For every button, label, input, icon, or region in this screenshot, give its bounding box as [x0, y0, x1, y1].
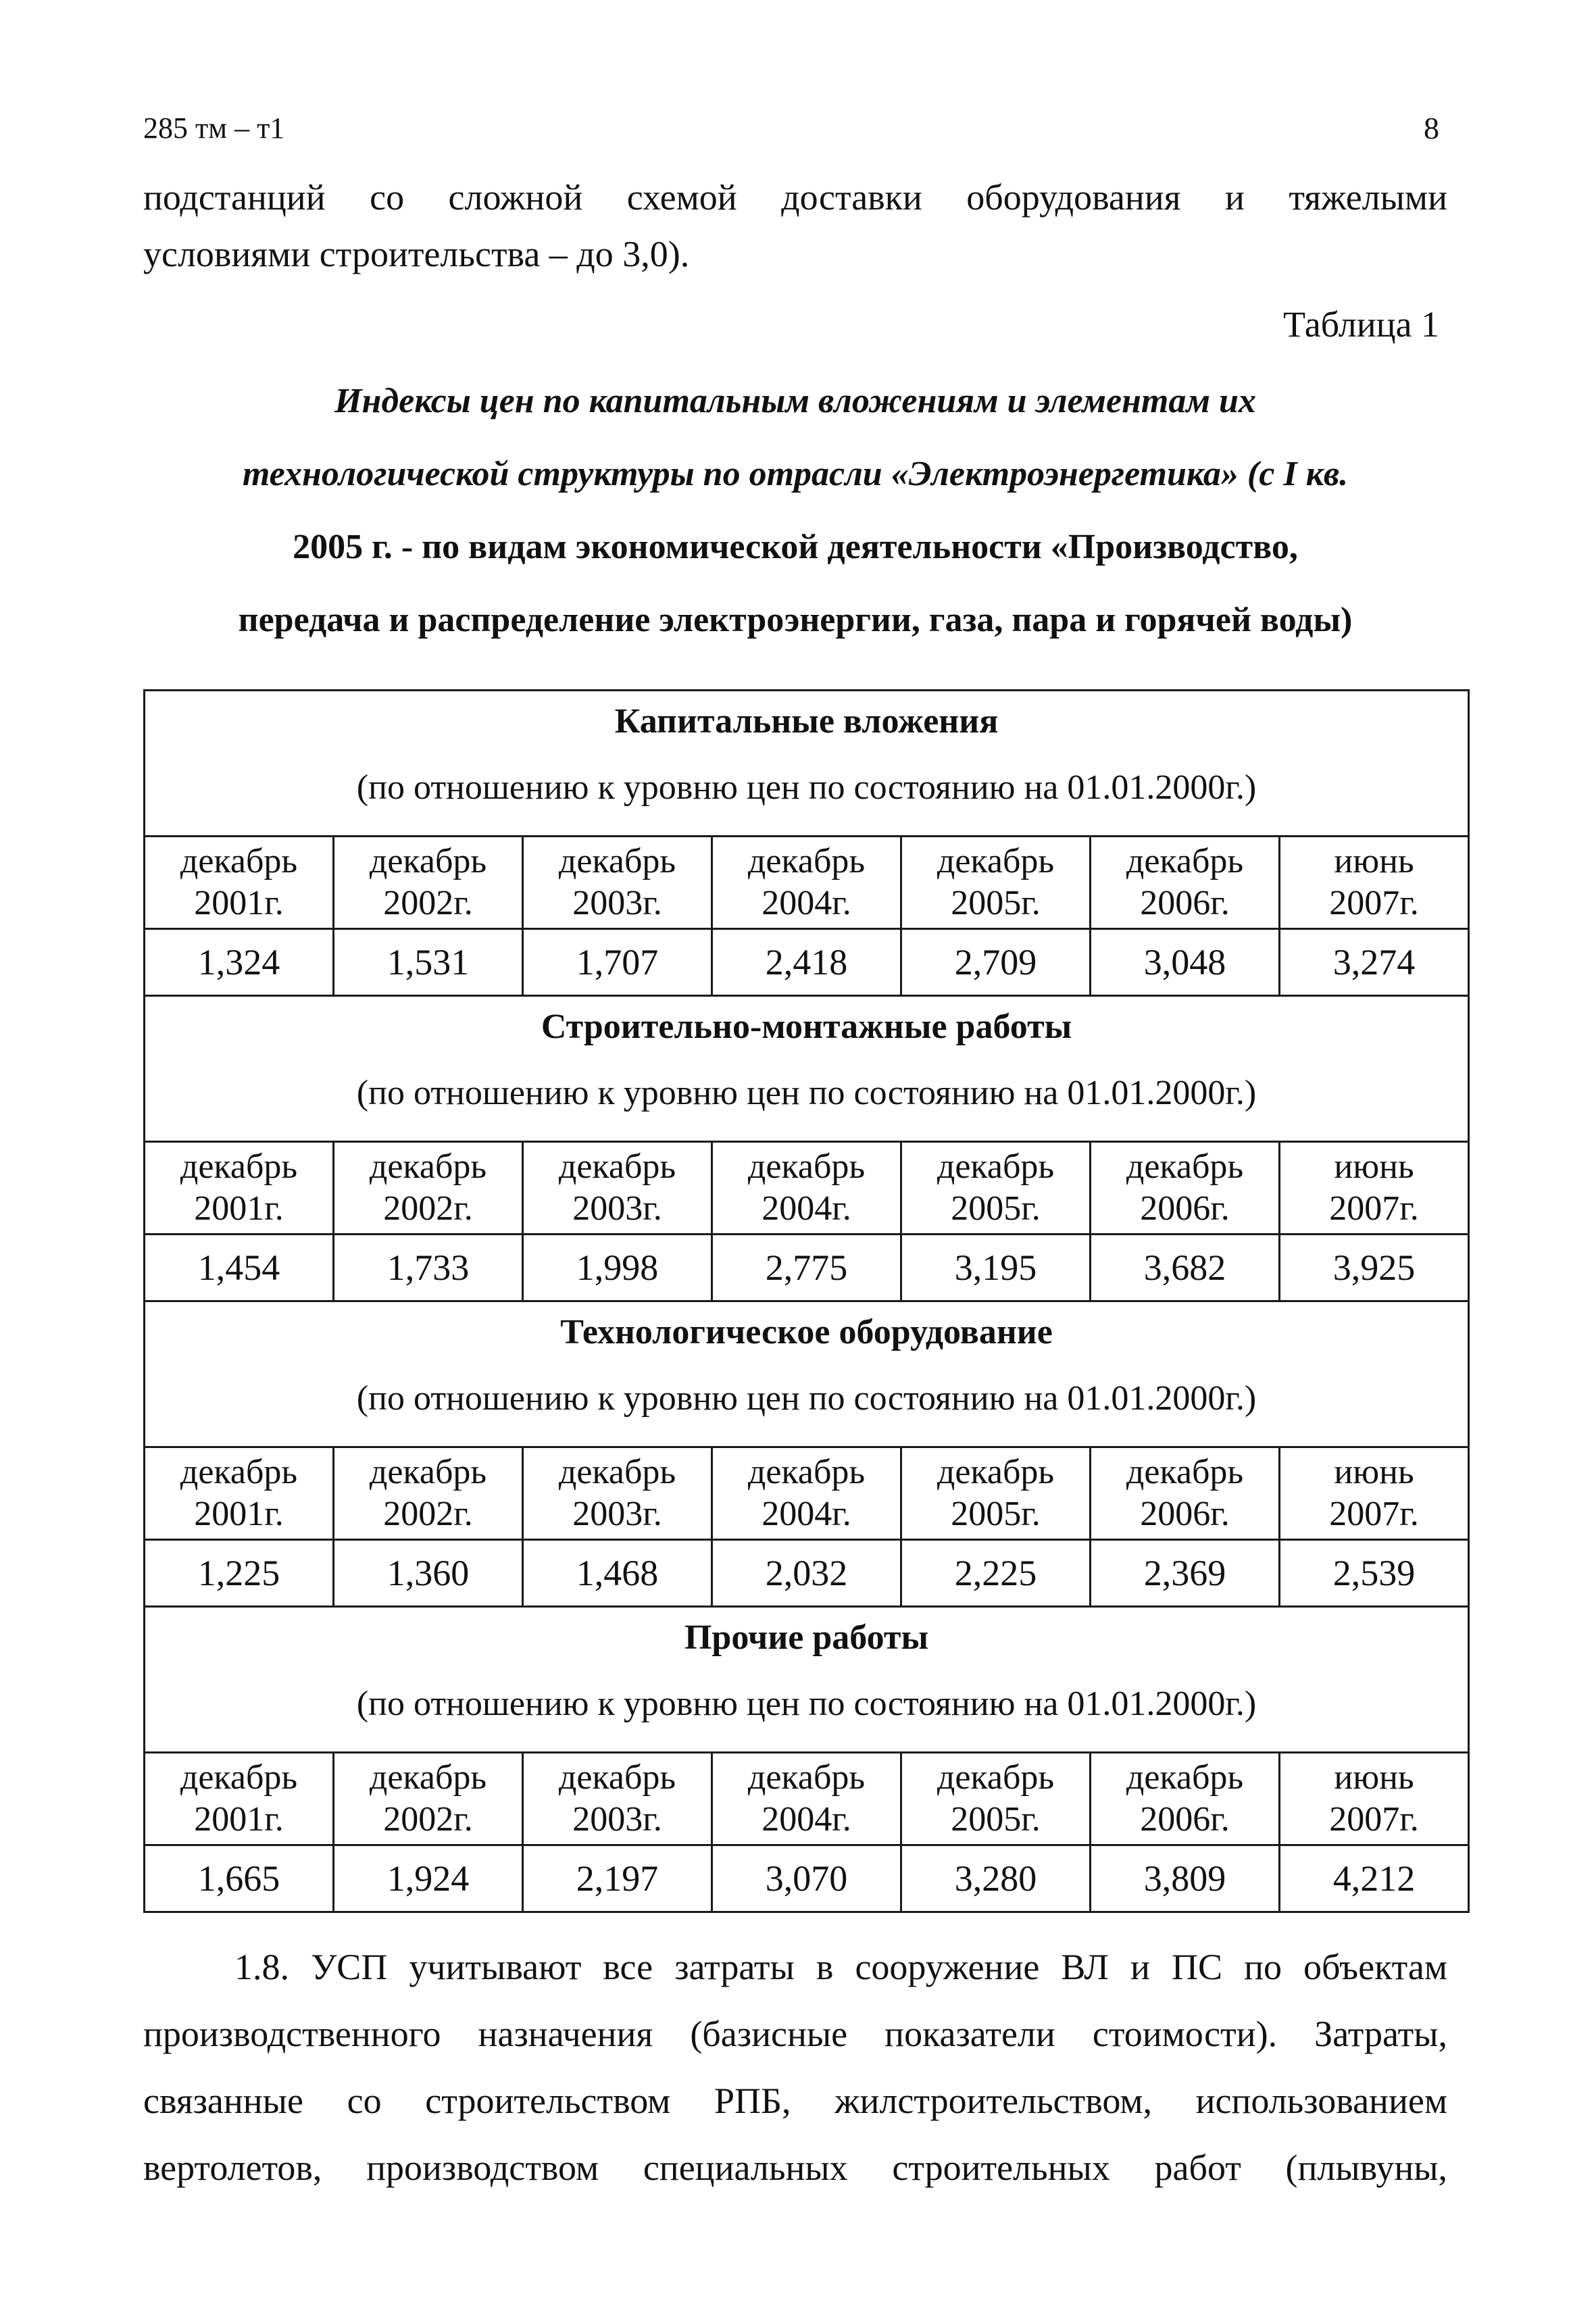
body-line-1: 1.8. УСП учитывают все затраты в сооружение ВЛ и ПС по объектам [234, 1947, 1447, 1987]
period-year: 2005г. [951, 1800, 1041, 1839]
table-caption [143, 365, 1447, 657]
index-value-cell: 2,418 [712, 929, 901, 996]
index-value-cell: 1,360 [334, 1540, 523, 1607]
price-index-table [143, 689, 1470, 1913]
period-year: 2001г. [194, 1189, 284, 1228]
index-value-cell: 1,998 [523, 1235, 712, 1301]
body-paragraph [143, 1934, 1447, 2201]
index-value-cell: 3,274 [1280, 929, 1469, 996]
period-year: 2001г. [194, 1800, 284, 1839]
period-month: июнь [1334, 1453, 1414, 1491]
period-month: декабрь [937, 1453, 1055, 1491]
intro-paragraph [143, 169, 1447, 282]
section-header-row [145, 996, 1469, 1142]
section-title: Технологическое оборудование [560, 1313, 1053, 1351]
caption-line-2: технологической структуры по отрасли «Электроэнергетика» (с I кв. [242, 455, 1349, 493]
section-header-cell [145, 691, 1469, 837]
document-code: 285 тм – т1 [143, 111, 285, 145]
index-value-cell: 2,775 [712, 1235, 901, 1301]
period-month: декабрь [180, 1758, 298, 1797]
intro-line-2: условиями строительства – до 3,0). [143, 234, 690, 274]
period-header-row [145, 837, 1469, 929]
caption-line-4: передача и распределение электроэнергии, газа, пара и горячей воды) [238, 601, 1353, 639]
period-header-row [145, 1753, 1469, 1845]
index-value-cell: 3,070 [712, 1845, 901, 1912]
period-year: 2006г. [1140, 1189, 1230, 1228]
period-month: декабрь [558, 1453, 676, 1491]
period-year: 2001г. [194, 884, 284, 922]
period-header-cell [523, 1753, 712, 1845]
period-month: декабрь [747, 1453, 866, 1491]
period-year: 2004г. [762, 884, 851, 922]
period-header-cell [712, 837, 901, 929]
period-header-cell [1280, 1447, 1469, 1540]
index-value-cell: 3,048 [1091, 929, 1280, 996]
index-value-row [145, 1540, 1469, 1607]
period-year: 2007г. [1329, 1495, 1419, 1533]
body-line-4: вертолетов, производством специальных строительных работ (плывуны, [143, 2147, 1447, 2188]
index-value-cell: 2,539 [1280, 1540, 1469, 1607]
section-header-cell [145, 1301, 1469, 1447]
index-value-cell: 3,809 [1091, 1845, 1280, 1912]
index-value-cell: 1,924 [334, 1845, 523, 1912]
period-month: декабрь [369, 1453, 487, 1491]
period-month: декабрь [180, 1147, 298, 1186]
body-line-2: производственного назначения (базисные показатели стоимости). Затраты, [143, 2014, 1447, 2054]
period-month: декабрь [937, 1147, 1055, 1186]
period-year: 2006г. [1140, 1495, 1230, 1533]
section-subtitle: (по отношению к уровню цен по состоянию на 01.01.2000г.) [356, 1685, 1257, 1723]
period-year: 2003г. [572, 1495, 662, 1533]
period-year: 2004г. [762, 1495, 851, 1533]
period-year: 2007г. [1329, 884, 1419, 922]
period-header-cell [901, 837, 1091, 929]
period-header-cell [901, 1753, 1091, 1845]
section-title: Строительно-монтажные работы [541, 1007, 1072, 1046]
index-value-cell: 1,225 [145, 1540, 334, 1607]
period-year: 2001г. [194, 1495, 284, 1533]
index-value-cell: 1,665 [145, 1845, 334, 1912]
period-header-cell [145, 1753, 334, 1845]
period-year: 2004г. [762, 1189, 851, 1228]
period-year: 2006г. [1140, 884, 1230, 922]
section-header-row [145, 1301, 1469, 1447]
index-value-row [145, 1845, 1469, 1912]
index-value-cell: 2,225 [901, 1540, 1091, 1607]
index-value-cell: 4,212 [1280, 1845, 1469, 1912]
table-label: Таблица 1 [1283, 304, 1439, 345]
index-value-row [145, 929, 1469, 996]
period-month: декабрь [937, 1758, 1055, 1797]
period-year: 2002г. [383, 1495, 473, 1533]
period-year: 2003г. [572, 1800, 662, 1839]
period-header-cell [712, 1142, 901, 1235]
period-header-cell [1091, 837, 1280, 929]
period-year: 2007г. [1329, 1800, 1419, 1839]
period-header-row [145, 1142, 1469, 1235]
period-header-cell [145, 1447, 334, 1540]
period-year: 2003г. [572, 884, 662, 922]
period-header-cell [523, 1447, 712, 1540]
period-month: декабрь [1126, 842, 1244, 880]
section-title: Прочие работы [684, 1618, 929, 1657]
period-header-cell [1280, 837, 1469, 929]
intro-line-1: подстанций со сложной схемой доставки оборудования и тяжелыми [143, 177, 1447, 218]
period-month: декабрь [369, 842, 487, 880]
period-header-cell [901, 1447, 1091, 1540]
index-value-cell: 1,454 [145, 1235, 334, 1301]
period-month: декабрь [747, 1758, 866, 1797]
period-month: июнь [1334, 1758, 1414, 1797]
index-value-cell: 2,369 [1091, 1540, 1280, 1607]
price-index-table-body [145, 691, 1469, 1912]
period-year: 2005г. [951, 884, 1041, 922]
period-year: 2004г. [762, 1800, 851, 1839]
period-header-cell [1091, 1447, 1280, 1540]
index-value-cell: 1,531 [334, 929, 523, 996]
section-subtitle: (по отношению к уровню цен по состоянию на 01.01.2000г.) [356, 1074, 1257, 1112]
period-month: декабрь [369, 1758, 487, 1797]
period-header-cell [1280, 1753, 1469, 1845]
index-value-cell: 2,032 [712, 1540, 901, 1607]
period-year: 2002г. [383, 1800, 473, 1839]
period-month: декабрь [558, 842, 676, 880]
caption-line-1: Индексы цен по капитальным вложениям и элементам их [334, 382, 1256, 420]
period-month: июнь [1334, 1147, 1414, 1186]
period-month: декабрь [747, 1147, 866, 1186]
period-header-cell [334, 1447, 523, 1540]
period-header-cell [901, 1142, 1091, 1235]
period-month: декабрь [1126, 1758, 1244, 1797]
section-header-row [145, 1607, 1469, 1753]
period-header-cell [145, 1142, 334, 1235]
caption-line-3: 2005 г. - по видам экономической деятельности «Производство, [293, 528, 1298, 566]
index-value-cell: 1,468 [523, 1540, 712, 1607]
period-header-cell [334, 837, 523, 929]
section-subtitle: (по отношению к уровню цен по состоянию на 01.01.2000г.) [356, 768, 1257, 807]
period-header-cell [523, 837, 712, 929]
period-month: декабрь [1126, 1453, 1244, 1491]
period-month: декабрь [180, 1453, 298, 1491]
index-value-cell: 1,733 [334, 1235, 523, 1301]
period-header-cell [145, 837, 334, 929]
index-value-cell: 2,197 [523, 1845, 712, 1912]
period-year: 2003г. [572, 1189, 662, 1228]
index-value-cell: 1,707 [523, 929, 712, 996]
period-header-cell [712, 1753, 901, 1845]
period-year: 2002г. [383, 884, 473, 922]
period-year: 2005г. [951, 1189, 1041, 1228]
period-month: декабрь [558, 1147, 676, 1186]
period-header-cell [334, 1753, 523, 1845]
section-subtitle: (по отношению к уровню цен по состоянию на 01.01.2000г.) [356, 1379, 1257, 1418]
section-header-row [145, 691, 1469, 837]
period-month: июнь [1334, 842, 1414, 880]
period-header-cell [1280, 1142, 1469, 1235]
index-value-row [145, 1235, 1469, 1301]
period-month: декабрь [558, 1758, 676, 1797]
period-month: декабрь [180, 842, 298, 880]
period-header-cell [523, 1142, 712, 1235]
period-month: декабрь [747, 842, 866, 880]
period-header-cell [334, 1142, 523, 1235]
section-title: Капитальные вложения [614, 702, 999, 741]
period-header-row [145, 1447, 1469, 1540]
index-value-cell: 3,925 [1280, 1235, 1469, 1301]
index-value-cell: 3,195 [901, 1235, 1091, 1301]
body-line-3: связанные со строительством РПБ, жилстроительством, использованием [143, 2081, 1447, 2121]
period-month: декабрь [369, 1147, 487, 1186]
index-value-cell: 2,709 [901, 929, 1091, 996]
section-header-cell [145, 1607, 1469, 1753]
index-value-cell: 1,324 [145, 929, 334, 996]
index-value-cell: 3,682 [1091, 1235, 1280, 1301]
period-header-cell [1091, 1142, 1280, 1235]
period-year: 2002г. [383, 1189, 473, 1228]
period-year: 2005г. [951, 1495, 1041, 1533]
period-header-cell [712, 1447, 901, 1540]
period-year: 2007г. [1329, 1189, 1419, 1228]
period-header-cell [1091, 1753, 1280, 1845]
section-header-cell [145, 996, 1469, 1142]
index-value-cell: 3,280 [901, 1845, 1091, 1912]
page-number: 8 [1424, 111, 1439, 145]
period-month: декабрь [1126, 1147, 1244, 1186]
period-year: 2006г. [1140, 1800, 1230, 1839]
period-month: декабрь [937, 842, 1055, 880]
